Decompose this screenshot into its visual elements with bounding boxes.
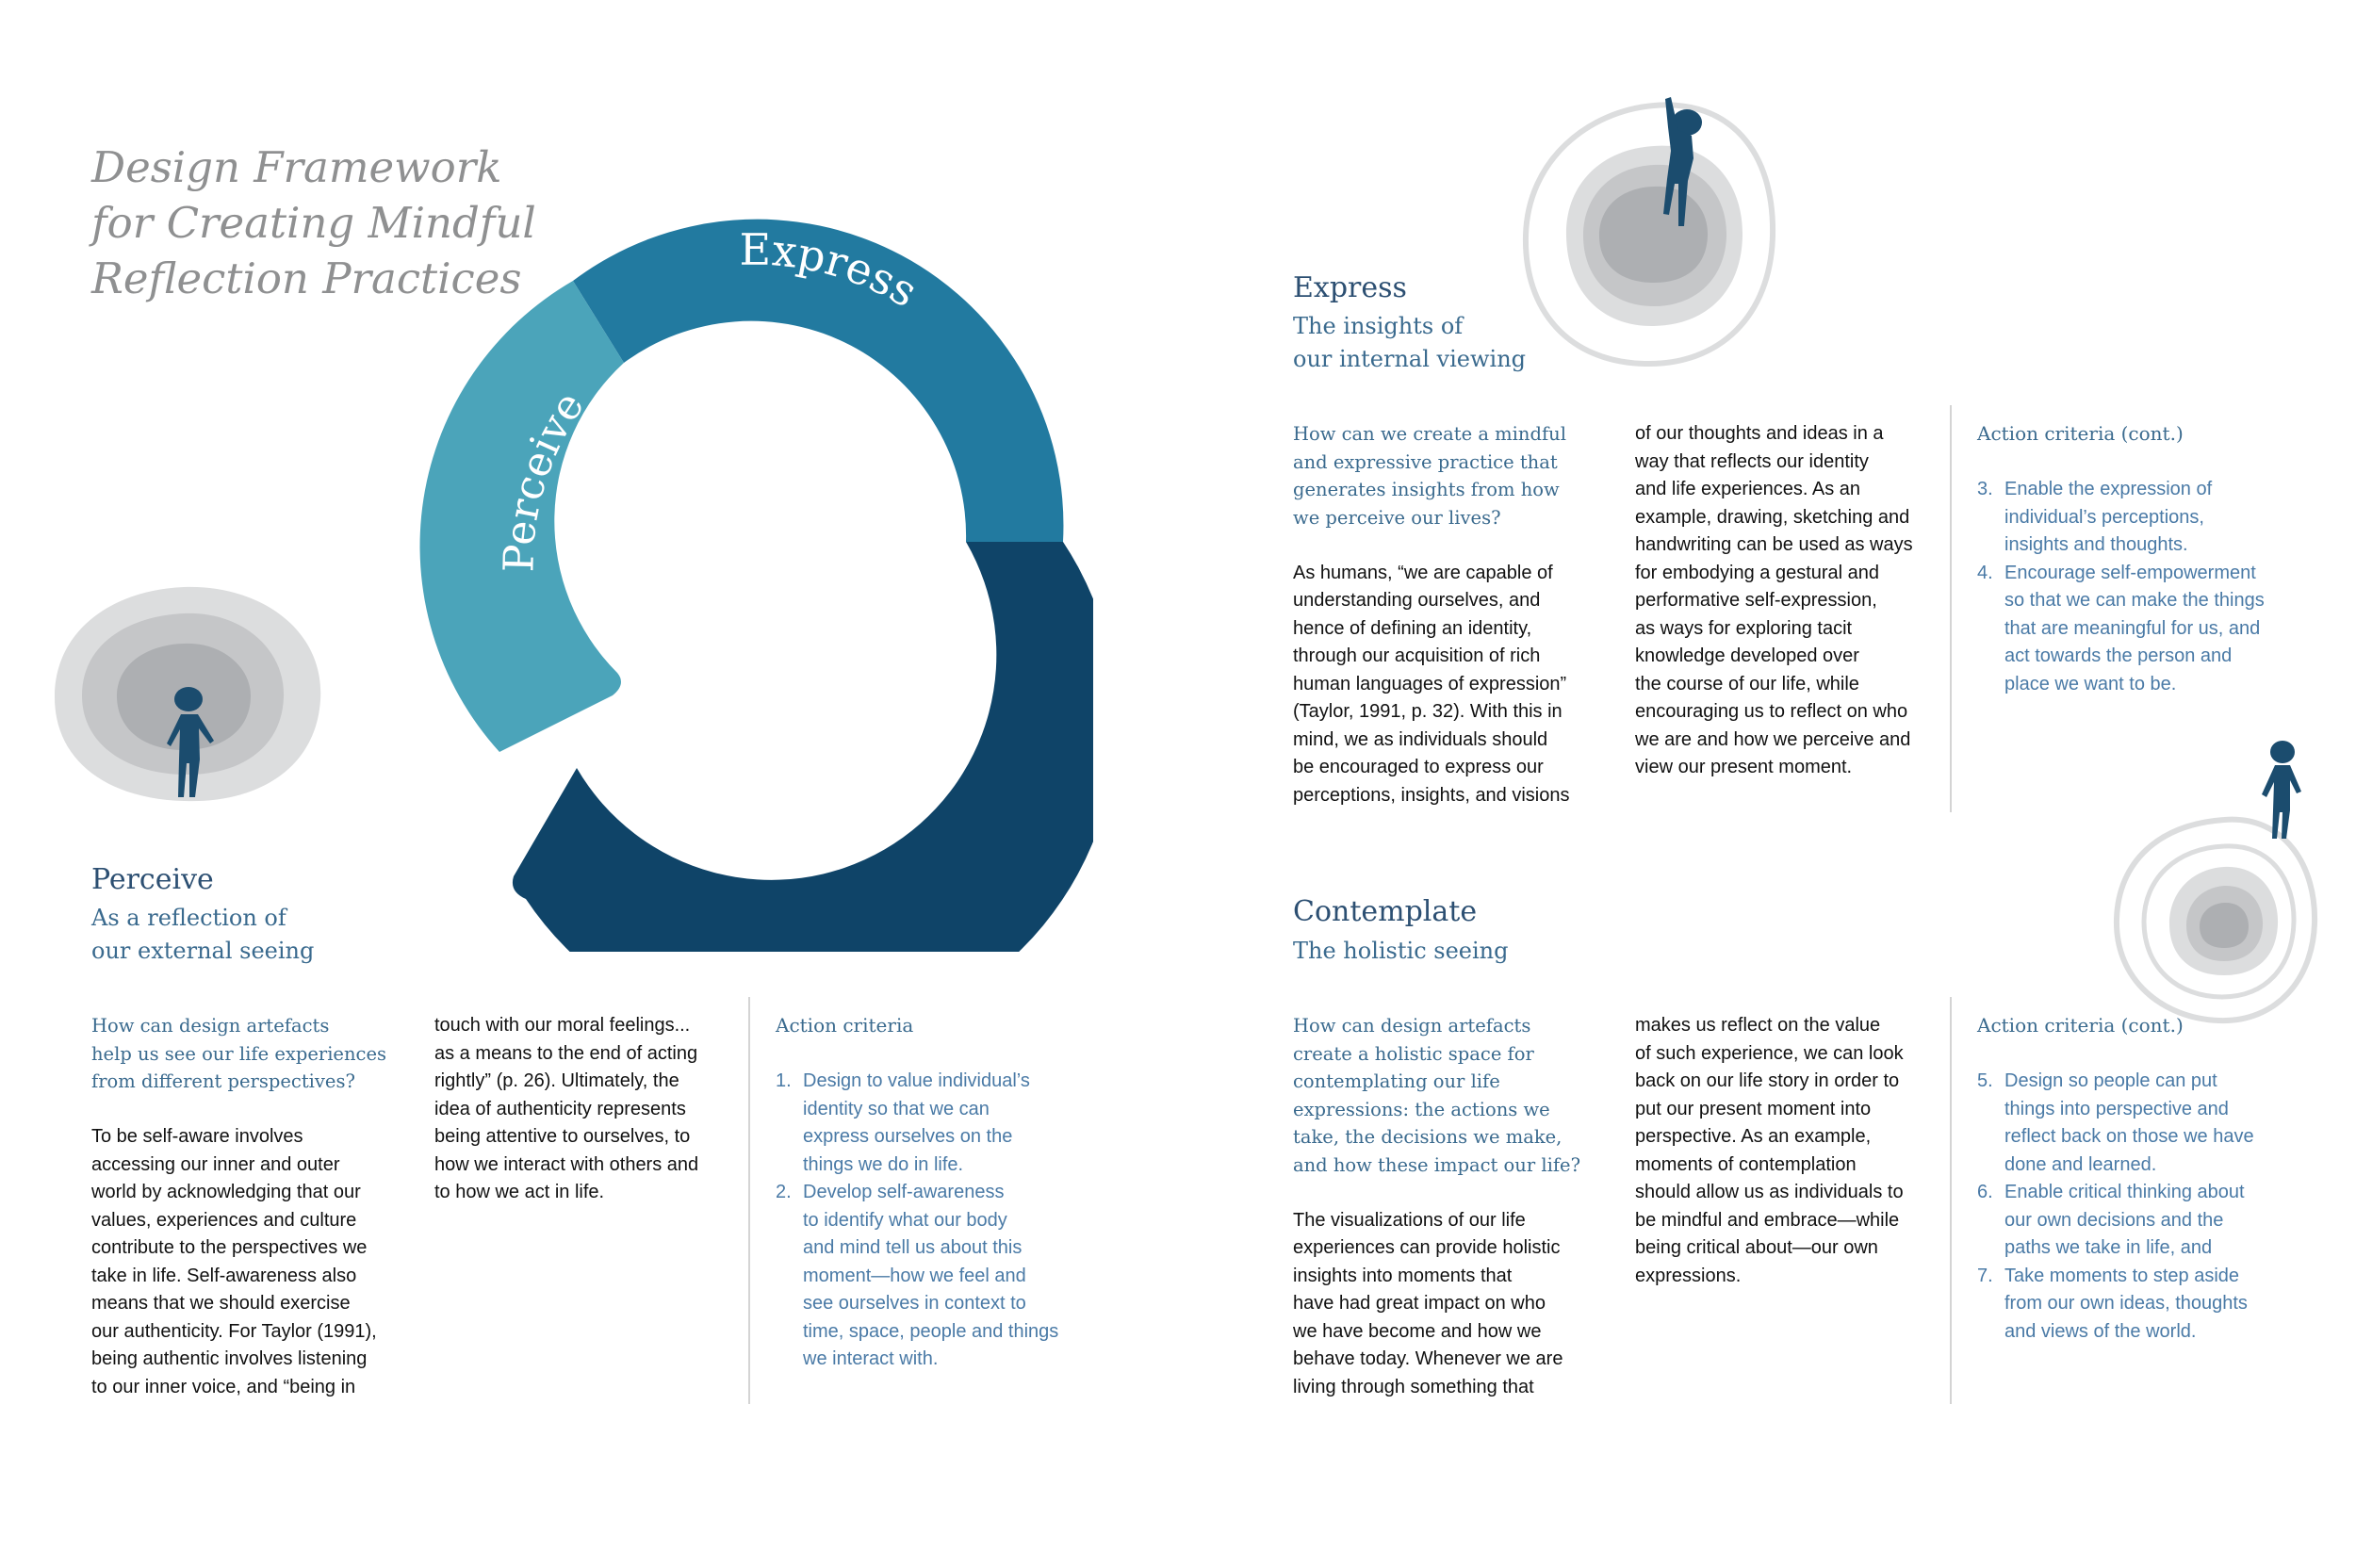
action-criterion-7 xyxy=(1977,1263,2298,1347)
question-line: take, the decisions we make, xyxy=(1293,1126,1562,1148)
action-criterion-1 xyxy=(776,1068,1105,1179)
action-criteria-heading: Action criteria xyxy=(776,1014,914,1037)
column-divider xyxy=(1950,997,1952,1404)
criterion-line: that are meaningful for us, and xyxy=(2004,617,2261,639)
body-line: insights into moments that xyxy=(1293,1265,1513,1286)
perceive-subtitle-line2: our external seeing xyxy=(91,938,315,964)
criterion-line: Enable the expression of xyxy=(2004,479,2213,499)
criterion-line: insights and thoughts. xyxy=(2004,534,2188,555)
action-criterion-4 xyxy=(1977,560,2298,699)
body-line: encouraging us to reflect on who xyxy=(1635,701,1908,722)
criterion-line: express ourselves on the xyxy=(803,1126,1013,1147)
column-divider xyxy=(748,997,750,1404)
body-line: contribute to the perspectives we xyxy=(91,1237,368,1258)
body-line: accessing our inner and outer xyxy=(91,1153,340,1175)
body-line: to how we act in life. xyxy=(434,1182,605,1202)
criterion-line: place we want to be. xyxy=(2004,673,2177,694)
action-criteria-heading: Action criteria (cont.) xyxy=(1977,1014,2184,1037)
criterion-number: 1. xyxy=(776,1070,792,1091)
criterion-line: Develop self-awareness xyxy=(803,1182,1005,1202)
body-line: of our thoughts and ideas in a xyxy=(1635,423,1884,444)
express-column-1 xyxy=(1293,420,1613,809)
body-line: our authenticity. For Taylor (1991), xyxy=(91,1320,377,1342)
question-line: create a holistic space for xyxy=(1293,1042,1534,1065)
question-line: How can we create a mindful xyxy=(1293,423,1566,445)
action-criteria-list xyxy=(1977,1068,2298,1346)
perceive-subtitle-line1: As a reflection of xyxy=(91,905,286,931)
contemplate-heading: Contemplate xyxy=(1293,895,1478,928)
body-line: we have become and how we xyxy=(1293,1320,1542,1342)
criterion-number: 3. xyxy=(1977,479,1993,499)
criterion-line: and views of the world. xyxy=(2004,1320,2197,1342)
criterion-number: 5. xyxy=(1977,1070,1993,1091)
express-body-2 xyxy=(1635,420,1955,782)
body-line: means that we should exercise xyxy=(91,1293,351,1314)
criterion-line: moment—how we feel and xyxy=(803,1265,1026,1286)
criterion-line: see ourselves in context to xyxy=(803,1293,1026,1314)
body-line: idea of authenticity represents xyxy=(434,1098,686,1119)
question-line: and expressive practice that xyxy=(1293,450,1558,473)
body-line: being authentic involves listening xyxy=(91,1348,368,1369)
criterion-line: Take moments to step aside xyxy=(2004,1265,2240,1286)
body-line: put our present moment into xyxy=(1635,1098,1872,1119)
action-criterion-3 xyxy=(1977,476,2298,560)
body-line: view our present moment. xyxy=(1635,757,1853,777)
body-line: touch with our moral feelings... xyxy=(434,1015,691,1036)
criterion-number: 4. xyxy=(1977,562,1993,583)
perceive-body-1 xyxy=(91,1123,412,1401)
body-line: as a means to the end of acting xyxy=(434,1042,698,1064)
body-line: for embodying a gestural and xyxy=(1635,562,1880,583)
contemplate-action-criteria xyxy=(1977,1012,2298,1346)
criterion-line: our own decisions and the xyxy=(2004,1209,2224,1231)
criterion-line: from our own ideas, thoughts xyxy=(2004,1293,2248,1314)
criterion-line: Design so people can put xyxy=(2004,1070,2217,1091)
criterion-line: individual’s perceptions, xyxy=(2004,506,2204,528)
criterion-line: we interact with. xyxy=(803,1348,939,1369)
body-line: makes us reflect on the value xyxy=(1635,1015,1881,1036)
criterion-number: 6. xyxy=(1977,1182,1993,1202)
question-line: help us see our life experiences xyxy=(91,1042,386,1065)
express-illustration xyxy=(1513,94,1786,377)
criterion-line: things into perspective and xyxy=(2004,1098,2229,1119)
action-criteria-heading: Action criteria (cont.) xyxy=(1977,422,2184,445)
ring-segment-contemplate xyxy=(513,542,1093,952)
question-line: contemplating our life xyxy=(1293,1070,1500,1092)
criterion-number: 7. xyxy=(1977,1265,1993,1286)
body-line: to our inner voice, and “being in xyxy=(91,1376,356,1397)
body-line: take in life. Self-awareness also xyxy=(91,1265,357,1286)
contemplate-question xyxy=(1293,1012,1613,1179)
contemplate-column-1 xyxy=(1293,1012,1613,1401)
ring-label-perceive: Perceive xyxy=(495,383,595,573)
page-title: Design Framework for Creating Mindful Reflection Practices xyxy=(91,142,536,303)
body-line: handwriting can be used as ways xyxy=(1635,534,1913,555)
body-line: experiences can provide holistic xyxy=(1293,1237,1561,1258)
question-line: from different perspectives? xyxy=(91,1070,355,1092)
express-question xyxy=(1293,420,1613,531)
express-body-1 xyxy=(1293,560,1613,810)
criterion-line: act towards the person and xyxy=(2004,645,2233,666)
body-line: expressions. xyxy=(1635,1265,1742,1286)
criterion-line: identity so that we can xyxy=(803,1098,990,1119)
framework-ring-diagram xyxy=(415,217,1093,952)
criterion-line: done and learned. xyxy=(2004,1153,2157,1175)
body-line: (Taylor, 1991, p. 32). With this in xyxy=(1293,701,1562,722)
body-line: being attentive to ourselves, to xyxy=(434,1126,691,1147)
perceive-body-2 xyxy=(434,1012,755,1207)
criterion-line: Design to value individual’s xyxy=(803,1070,1030,1091)
body-line: hence of defining an identity, xyxy=(1293,617,1532,639)
body-line: example, drawing, sketching and xyxy=(1635,506,1910,528)
question-line: expressions: the actions we xyxy=(1293,1098,1550,1120)
body-line: be mindful and embrace—while xyxy=(1635,1209,1900,1231)
criterion-line: things we do in life. xyxy=(803,1153,964,1175)
body-line: way that reflects our identity xyxy=(1635,450,1869,472)
criterion-line: Encourage self-empowerment xyxy=(2004,562,2256,583)
action-criterion-6 xyxy=(1977,1179,2298,1263)
perceive-heading: Perceive xyxy=(91,863,214,896)
criterion-line: time, space, people and things xyxy=(803,1320,1059,1342)
express-action-criteria xyxy=(1977,420,2298,698)
contemplate-body-2 xyxy=(1635,1012,1955,1290)
body-line: the course of our life, while xyxy=(1635,673,1859,694)
body-line: moments of contemplation xyxy=(1635,1153,1857,1175)
body-line: world by acknowledging that our xyxy=(91,1182,361,1202)
body-line: values, experiences and culture xyxy=(91,1209,357,1231)
criterion-number: 2. xyxy=(776,1182,792,1202)
question-line: and how these impact our life? xyxy=(1293,1153,1581,1176)
body-line: performative self-expression, xyxy=(1635,590,1877,611)
body-line: knowledge developed over xyxy=(1635,645,1859,666)
body-line: behave today. Whenever we are xyxy=(1293,1348,1563,1369)
action-criterion-5 xyxy=(1977,1068,2298,1179)
body-line: perspective. As an example, xyxy=(1635,1126,1872,1147)
body-line: To be self-aware involves xyxy=(91,1126,303,1147)
body-line: should allow us as individuals to xyxy=(1635,1182,1904,1202)
ring-label-express: Express xyxy=(739,223,926,318)
body-line: perceptions, insights, and visions xyxy=(1293,784,1570,806)
criterion-line: reflect back on those we have xyxy=(2004,1126,2254,1147)
express-subtitle-line2: our internal viewing xyxy=(1293,346,1527,372)
body-line: rightly” (p. 26). Ultimately, the xyxy=(434,1070,679,1091)
contemplate-subtitle: The holistic seeing xyxy=(1293,938,1509,964)
question-line: generates insights from how xyxy=(1293,479,1560,500)
body-line: as ways for exploring tacit xyxy=(1635,617,1853,639)
action-criterion-2 xyxy=(776,1179,1105,1374)
criterion-line: Enable critical thinking about xyxy=(2004,1182,2245,1202)
contemplate-illustration xyxy=(2102,735,2328,1046)
contemplate-body-1 xyxy=(1293,1207,1613,1402)
body-line: living through something that xyxy=(1293,1376,1534,1397)
question-line: How can design artefacts xyxy=(1293,1015,1531,1037)
express-heading: Express xyxy=(1293,271,1407,304)
body-line: of such experience, we can look xyxy=(1635,1042,1904,1064)
question-line: How can design artefacts xyxy=(91,1015,330,1037)
action-criteria-list xyxy=(776,1068,1105,1374)
body-line: we are and how we perceive and xyxy=(1635,728,1911,750)
perceive-column-1 xyxy=(91,1012,412,1401)
body-line: through our acquisition of rich xyxy=(1293,645,1541,666)
column-divider xyxy=(1950,405,1952,812)
perceive-question xyxy=(91,1012,412,1096)
body-line: being critical about—our own xyxy=(1635,1237,1878,1258)
question-line: we perceive our lives? xyxy=(1293,506,1501,529)
criterion-line: and mind tell us about this xyxy=(803,1237,1023,1258)
criterion-line: paths we take in life, and xyxy=(2004,1237,2213,1258)
body-line: understanding ourselves, and xyxy=(1293,590,1541,611)
criterion-line: to identify what our body xyxy=(803,1209,1007,1231)
body-line: As humans, “we are capable of xyxy=(1293,562,1553,583)
body-line: The visualizations of our life xyxy=(1293,1209,1526,1231)
body-line: and life experiences. As an xyxy=(1635,479,1861,499)
ring-label-contemplate: Contemplate xyxy=(676,719,938,857)
body-line: back on our life story in order to xyxy=(1635,1070,1900,1091)
body-line: mind, we as individuals should xyxy=(1293,728,1548,750)
perceive-action-criteria xyxy=(776,1012,1105,1374)
body-line: have had great impact on who xyxy=(1293,1293,1546,1314)
body-line: how we interact with others and xyxy=(434,1153,699,1175)
perceive-illustration xyxy=(52,582,335,808)
action-criteria-list xyxy=(1977,476,2298,698)
body-line: human languages of expression” xyxy=(1293,673,1567,694)
body-line: be encouraged to express our xyxy=(1293,757,1544,777)
criterion-line: so that we can make the things xyxy=(2004,590,2265,611)
express-subtitle-line1: The insights of xyxy=(1293,313,1464,339)
